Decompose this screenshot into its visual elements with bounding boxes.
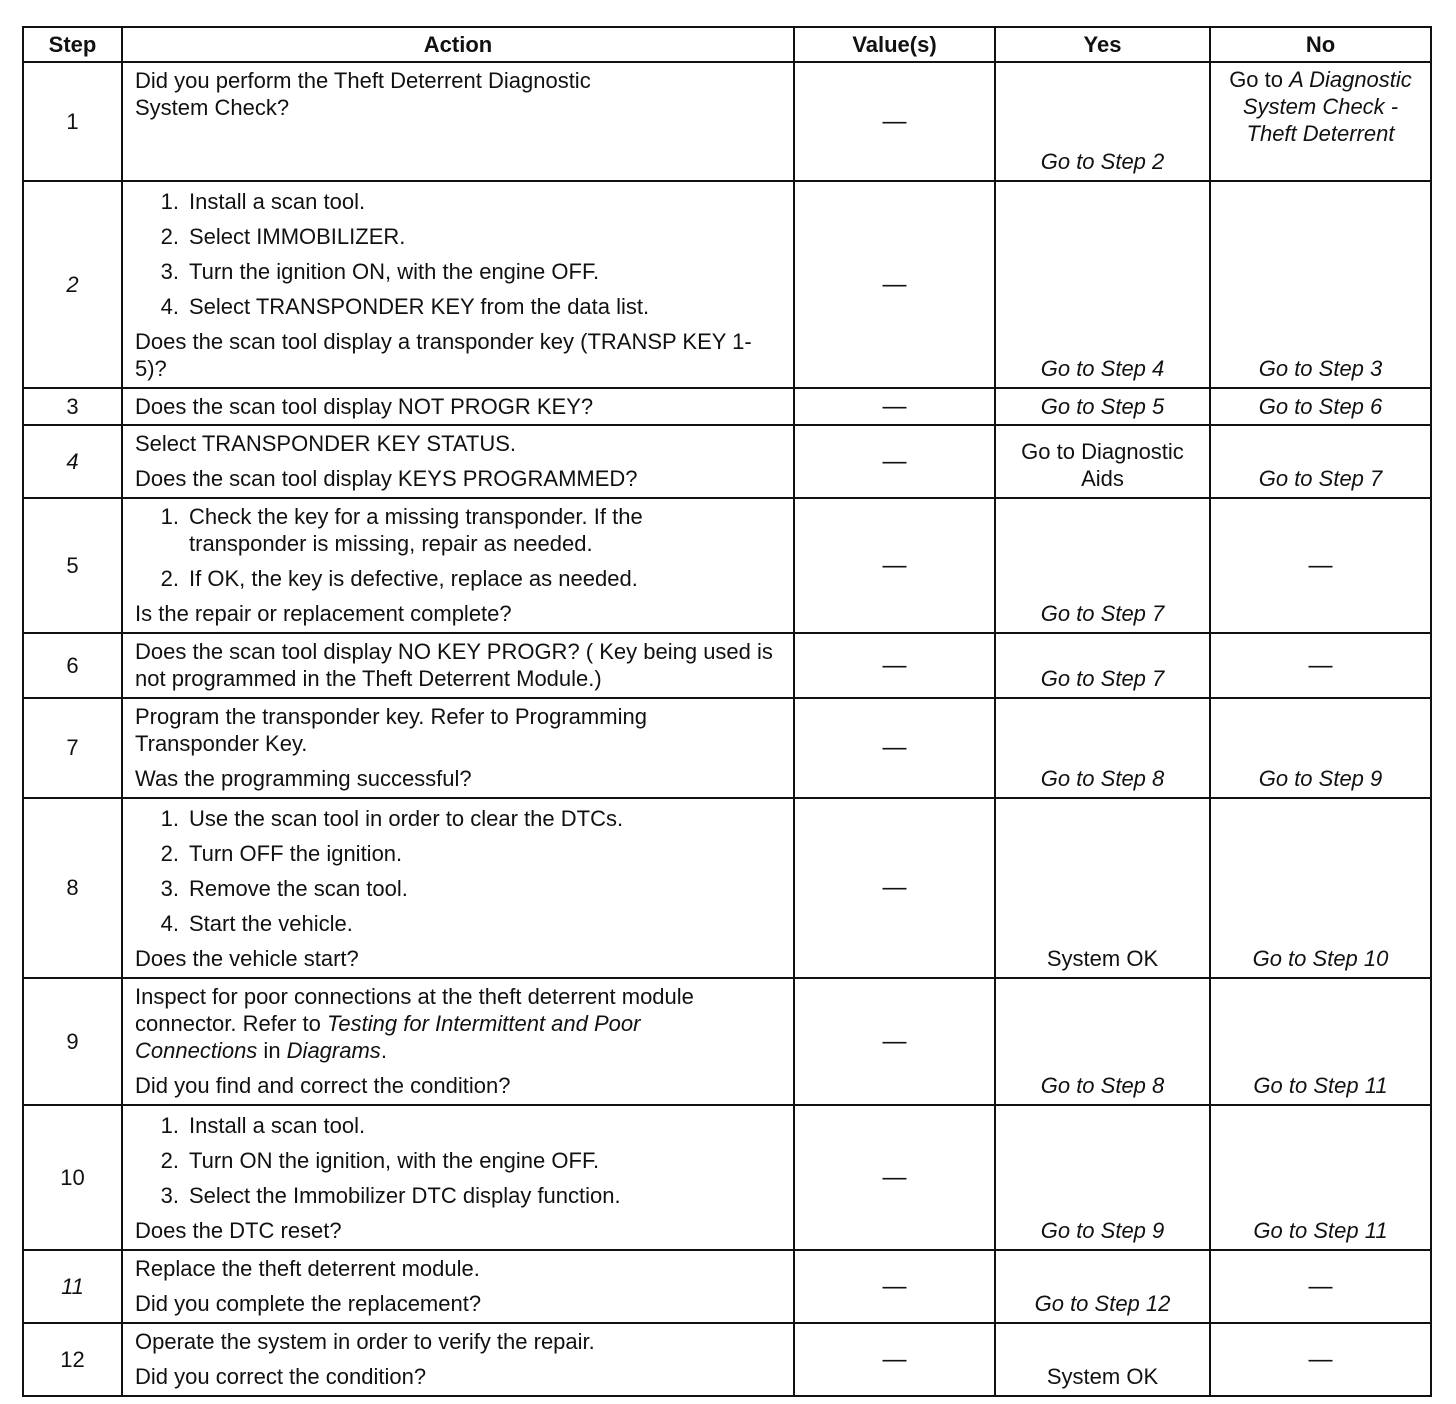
step-number: 11: [23, 1250, 122, 1323]
step-number: 7: [23, 698, 122, 798]
no-cell: Go to Step 11: [1210, 978, 1431, 1105]
yes-cell: Go to Step 2: [995, 62, 1210, 181]
value-cell: —: [794, 1250, 995, 1323]
table-row: [23, 978, 1431, 1105]
step-number: 12: [23, 1323, 122, 1396]
yes-cell: Go to Step 12: [995, 1250, 1210, 1323]
table-row: [23, 388, 1431, 425]
no-cell: Go to Step 11: [1210, 1105, 1431, 1250]
no-cell: [1210, 62, 1431, 181]
step-number: 10: [23, 1105, 122, 1250]
yes-cell: System OK: [995, 1323, 1210, 1396]
action-step: 4. Start the vehicle.: [160, 911, 353, 936]
action-step: 2. Turn OFF the ignition.: [160, 841, 403, 866]
value-cell: —: [794, 1105, 995, 1250]
yes-cell: Go to Step 7: [995, 498, 1210, 633]
table-row: [23, 425, 1431, 498]
table-row: [23, 498, 1431, 633]
action-question: Does the scan tool display NO KEY PROGR? ( Key being used is not programmed in the Theft Deterrent Module.): [135, 639, 773, 691]
action-step: 1. Check the key for a missing transponder. If the transponder is missing, repair as needed.: [160, 504, 643, 556]
action-text: Program the transponder key. Refer to Programming Transponder Key.: [135, 704, 647, 756]
header-yes: Yes: [995, 27, 1210, 62]
table-row: [23, 181, 1431, 388]
no-cell: Go to Step 3: [1210, 181, 1431, 388]
action-cell: [122, 62, 794, 181]
action-question: Does the DTC reset?: [135, 1218, 342, 1243]
step-number: 6: [23, 633, 122, 698]
step-number: 4: [23, 425, 122, 498]
no-cell: —: [1210, 633, 1431, 698]
action-cell: [122, 388, 794, 425]
value-cell: —: [794, 425, 995, 498]
action-step: 2. Select IMMOBILIZER.: [160, 224, 406, 249]
action-step: 2. If OK, the key is defective, replace as needed.: [160, 566, 638, 591]
yes-cell: Go to Step 8: [995, 978, 1210, 1105]
no-cell: —: [1210, 498, 1431, 633]
header-step: Step: [23, 27, 122, 62]
header-row: [23, 27, 1431, 62]
action-cell: [122, 425, 794, 498]
action-step: 1. Install a scan tool.: [160, 189, 366, 214]
value-cell: —: [794, 388, 995, 425]
action-text: Inspect for poor connections at the theft deterrent module connector. Refer to Testing for Intermittent and Poor Connections in Diagrams.: [135, 984, 694, 1063]
action-text: Replace the theft deterrent module.: [135, 1256, 480, 1281]
table-row: [23, 698, 1431, 798]
action-question: Does the scan tool display KEYS PROGRAMMED?: [135, 466, 638, 491]
yes-cell: Go to Step 8: [995, 698, 1210, 798]
action-cell: [122, 798, 794, 978]
step-number: 1: [23, 62, 122, 181]
action-step: 4. Select TRANSPONDER KEY from the data list.: [160, 294, 650, 319]
value-cell: —: [794, 62, 995, 181]
action-step: 2. Turn ON the ignition, with the engine OFF.: [160, 1148, 600, 1173]
step-number: 2: [23, 181, 122, 388]
step-number: 9: [23, 978, 122, 1105]
no-cell: Go to Step 7: [1210, 425, 1431, 498]
no-cell: Go to Step 9: [1210, 698, 1431, 798]
no-cell-link: A Diagnostic System Check - Theft Deterrent: [1242, 67, 1412, 146]
action-question: Does the scan tool display a transponder key (TRANSP KEY 1-5)?: [135, 329, 752, 381]
action-question: Does the vehicle start?: [135, 946, 359, 971]
value-cell: —: [794, 698, 995, 798]
table-row: [23, 62, 1431, 181]
value-cell: —: [794, 498, 995, 633]
yes-cell: Go to Step 5: [995, 388, 1210, 425]
no-cell-prefix: Go to: [1229, 67, 1290, 92]
yes-cell: Go to Diagnostic Aids: [995, 425, 1210, 498]
action-steps: [135, 805, 783, 937]
step-number: 5: [23, 498, 122, 633]
action-step: 3. Select the Immobilizer DTC display function.: [160, 1183, 621, 1208]
action-cell: [122, 1105, 794, 1250]
action-cell: [122, 181, 794, 388]
action-steps: [135, 503, 783, 592]
action-text: Select TRANSPONDER KEY STATUS.: [135, 431, 517, 456]
yes-cell: Go to Step 7: [995, 633, 1210, 698]
value-cell: —: [794, 181, 995, 388]
table-row: [23, 1250, 1431, 1323]
header-value: Value(s): [794, 27, 995, 62]
yes-cell: System OK: [995, 798, 1210, 978]
no-cell: Go to Step 6: [1210, 388, 1431, 425]
action-text: Operate the system in order to verify the repair.: [135, 1329, 595, 1354]
diagnostic-table: [22, 26, 1432, 1397]
action-cell: [122, 498, 794, 633]
table-row: [23, 1105, 1431, 1250]
action-cell: [122, 633, 794, 698]
action-question: Did you complete the replacement?: [135, 1291, 482, 1316]
table-row: [23, 633, 1431, 698]
no-cell: —: [1210, 1250, 1431, 1323]
action-cell: [122, 1323, 794, 1396]
action-cell: [122, 698, 794, 798]
action-step: 1. Install a scan tool.: [160, 1113, 366, 1138]
header-no: No: [1210, 27, 1431, 62]
yes-cell: Go to Step 4: [995, 181, 1210, 388]
value-cell: —: [794, 978, 995, 1105]
action-step: 1. Use the scan tool in order to clear the DTCs.: [160, 806, 624, 831]
no-cell: —: [1210, 1323, 1431, 1396]
action-cell: [122, 1250, 794, 1323]
action-steps: [135, 1112, 783, 1209]
action-question: Did you correct the condition?: [135, 1364, 427, 1389]
step-number: 3: [23, 388, 122, 425]
value-cell: —: [794, 633, 995, 698]
header-action: Action: [122, 27, 794, 62]
action-text: Did you perform the Theft Deterrent Diagnostic System Check?: [135, 68, 591, 120]
yes-cell: Go to Step 9: [995, 1105, 1210, 1250]
action-question: Is the repair or replacement complete?: [135, 601, 512, 626]
action-question: Does the scan tool display NOT PROGR KEY?: [135, 394, 594, 419]
value-cell: —: [794, 1323, 995, 1396]
no-cell: Go to Step 10: [1210, 798, 1431, 978]
action-question: Was the programming successful?: [135, 766, 472, 791]
action-step: 3. Turn the ignition ON, with the engine OFF.: [160, 259, 600, 284]
action-question: Did you find and correct the condition?: [135, 1073, 511, 1098]
step-number: 8: [23, 798, 122, 978]
action-step: 3. Remove the scan tool.: [160, 876, 408, 901]
action-cell: [122, 978, 794, 1105]
value-cell: —: [794, 798, 995, 978]
table-row: [23, 798, 1431, 978]
action-steps: [135, 188, 783, 320]
table-row: [23, 1323, 1431, 1396]
